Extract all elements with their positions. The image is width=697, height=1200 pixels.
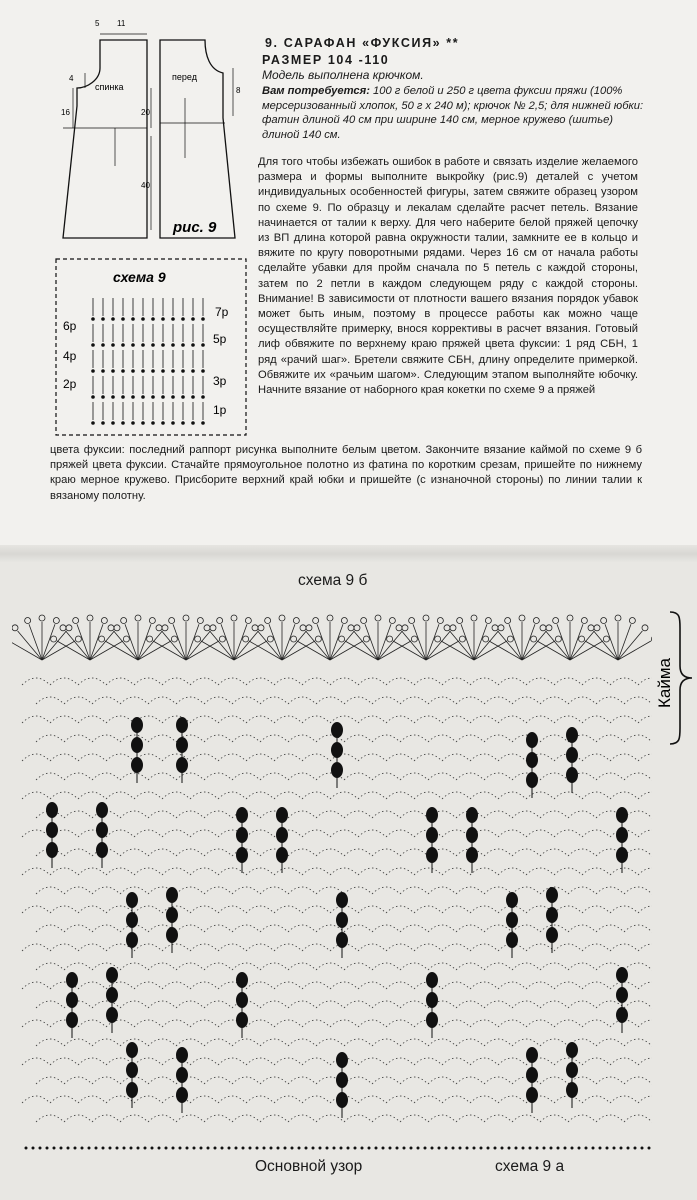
page-fold xyxy=(0,545,697,563)
dim-top-right: 8 xyxy=(236,86,241,95)
schema-9b-title: схема 9 б xyxy=(298,572,368,589)
dim-strap-b: 11 xyxy=(117,19,126,28)
kaima-label: Кайма xyxy=(655,658,674,708)
materials-label: Вам потребуется: xyxy=(262,85,370,97)
stitch-chart-schema-9 xyxy=(55,258,247,436)
dim-skirt: 40 xyxy=(141,181,150,190)
model-line: Модель выполнена крючком. xyxy=(262,68,424,82)
row-label-3: 3р xyxy=(213,374,227,388)
schema-9a-label: схема 9 а xyxy=(495,1158,565,1175)
kaima-bracket xyxy=(648,608,697,748)
instructions-text-full: цвета фуксии: последний раппорт рисунка выполните белым цветом. Закончите вязание каймой по схеме 9 б пряжей цвета фуксии. Стачайте прямоугольное полотно из фатина по коротким срезам, пришейте по нижнему краю мерное кружево. Присборите верхний край юбки и пришейте (с изнаночной стороны) по линии талии к вязаному полотну. xyxy=(50,444,642,502)
row-label-5: 5р xyxy=(213,332,227,346)
dim-strap-a: 5 xyxy=(95,19,100,28)
lace-stitch-chart xyxy=(12,600,652,1160)
materials-text: 100 г белой и 250 г цвета фуксии пряжи (100% мерсеризованный хлопок, 50 г х 240 м); крючок № 2,5; для нижней юбки: фатин длиной 40 см при ширине 140 см, мерное кружево (шитье) длиной 140 см. xyxy=(262,85,644,141)
back-piece-label: спинка xyxy=(95,82,124,92)
pattern-figure xyxy=(55,18,245,250)
figure-caption: рис. 9 xyxy=(173,219,217,236)
row-label-6: 6р xyxy=(63,319,77,333)
dim-side-left: 16 xyxy=(61,108,70,117)
front-piece-label: перед xyxy=(172,72,197,82)
dim-side-right: 20 xyxy=(141,108,150,117)
main-pattern-label: Основной узор xyxy=(255,1158,363,1175)
materials-paragraph xyxy=(262,84,650,142)
row-label-7: 7р xyxy=(215,305,229,319)
row-label-4: 4р xyxy=(63,349,77,363)
project-title: 9. САРАФАН «ФУКСИЯ» ** xyxy=(265,36,460,50)
size-line: РАЗМЕР 104 -110 xyxy=(262,53,390,67)
row-label-2: 2р xyxy=(63,377,77,391)
instructions-section xyxy=(0,0,697,545)
dim-top-left: 4 xyxy=(69,74,74,83)
instructions-text-column: Для того чтобы избежать ошибок в работе и связать изделие желаемого размера и формы выполните выкройку (рис.9) деталей с учетом индивидуальных особенностей фигуры, затем свяжите образец узором по схеме 9. По образцу и лекалам сделайте расчет петель. Вязание начинается от талии к верху. Для чего наберите белой пряжей цепочку из ВП длина которой равна окружности талии, замкните ее в кольцо и вяжите по кругу поворотными рядами. Через 16 см от начала работы сделайте убавки для пройм сначала по 5 петель с каждой стороны, затем по 2 петли в каждом следующем ряду с каждой стороны. Внимание! В зависимости от плотности вашего вязания порядок убавок может быть иным, поэтому в процессе работы как можно чаще осуществляйте примерку, внося коррективы в расчет вязания. Готовый лиф обвяжите по верхнему краю пряжей цвета фуксии: 1 ряд СБН, 1 ряд «рачий шаг». Бретели свяжите СБН, длину определите примеркой. Обвяжите их «рачьим шагом». Следующим этапом выполняйте юбочку. Начните вязание от наборного края кокетки по схеме 9 а пряжей xyxy=(258,156,638,397)
schema-9-title: схема 9 xyxy=(113,269,166,285)
row-label-1: 1р xyxy=(213,403,227,417)
